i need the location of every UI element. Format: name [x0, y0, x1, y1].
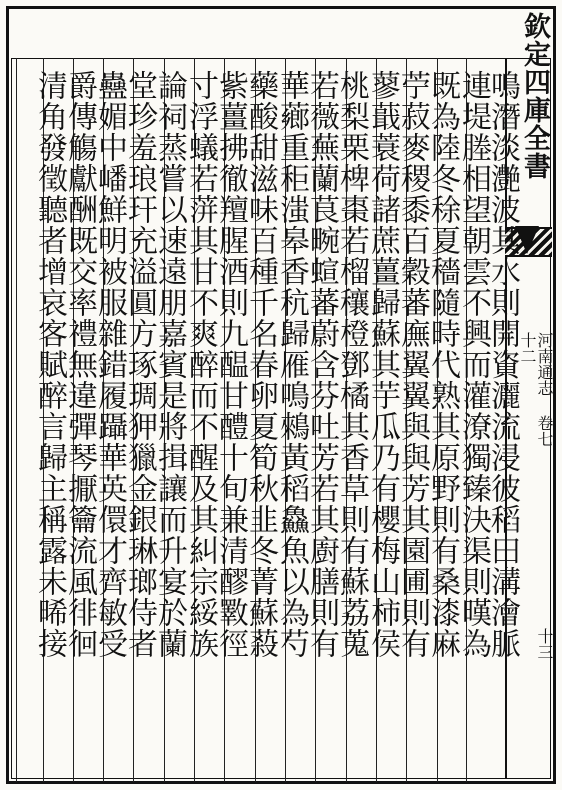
page-number: 十三 — [535, 628, 554, 660]
text-column: 苧菽麥稷黍百穀蕃廡翼翼與與芳其園圃則有 — [395, 70, 430, 659]
text-column: 紫薑拂徹羶腥酒則九醖甘醴十旬兼清醪斁徑 — [213, 70, 248, 659]
text-column: 桃梨栗椑棗若榴穰橙鄧橘其香草則有蘇荔蒐 — [334, 70, 369, 659]
text-column: 蠱媚中嶓鮮明被服雜錯履躡華英儇才齊敏受 — [92, 70, 127, 659]
text-column: 藥酸甜滋味百種千名春卵夏筍秋韭冬菁蘇蔱 — [243, 70, 278, 659]
text-column: 清角發徵聽者增哀客賦醉言歸主稱露未晞接 — [32, 70, 67, 659]
text-column: 爵傳觴獻酬既交率禮無違彈琴擫籥流風徘徊 — [62, 70, 97, 659]
text-column: 既為陸冬稌夏穡隨時代熟其原野則有桑漆麻 — [425, 70, 460, 659]
text-column: 論祠蒸嘗以速遠朋嘉賓是將揖讓而升宴於蘭 — [152, 70, 187, 659]
text-column: 鳴潛淡灔波其水則開資灑流浸彼稻田溝澮脈 — [485, 70, 520, 659]
text-column: 若薇蕪蘭茛畹蝖蕃蔚含芬吐芳若其廚膳則有 — [304, 70, 339, 659]
text-column: 連堤塍相望朝雲不興而灌潦獨臻決渠則暵為 — [456, 70, 491, 659]
volume-label: 河南通志 卷七十二 — [518, 332, 554, 447]
text-column: 華薌重秬滍皋香秔歸雁鳴鶆黃稻鱻魚以為芍 — [274, 70, 309, 659]
column-rule — [16, 58, 17, 782]
text-columns — [16, 58, 520, 782]
text-column: 蓼蕺蓑荷諸蔗薑歸蘇其芋瓜乃有櫻梅山柿侯 — [365, 70, 400, 659]
book-title: 欽定四庫全書 — [519, 12, 550, 180]
text-column: 堂珍羞琅玕充溢圓方琢琱狎獵金銀琳瑯侍者 — [122, 70, 157, 659]
text-column: 寸浮蟻若蓱其甘不爽醉而不醒及其糾宗綏族 — [183, 70, 218, 659]
